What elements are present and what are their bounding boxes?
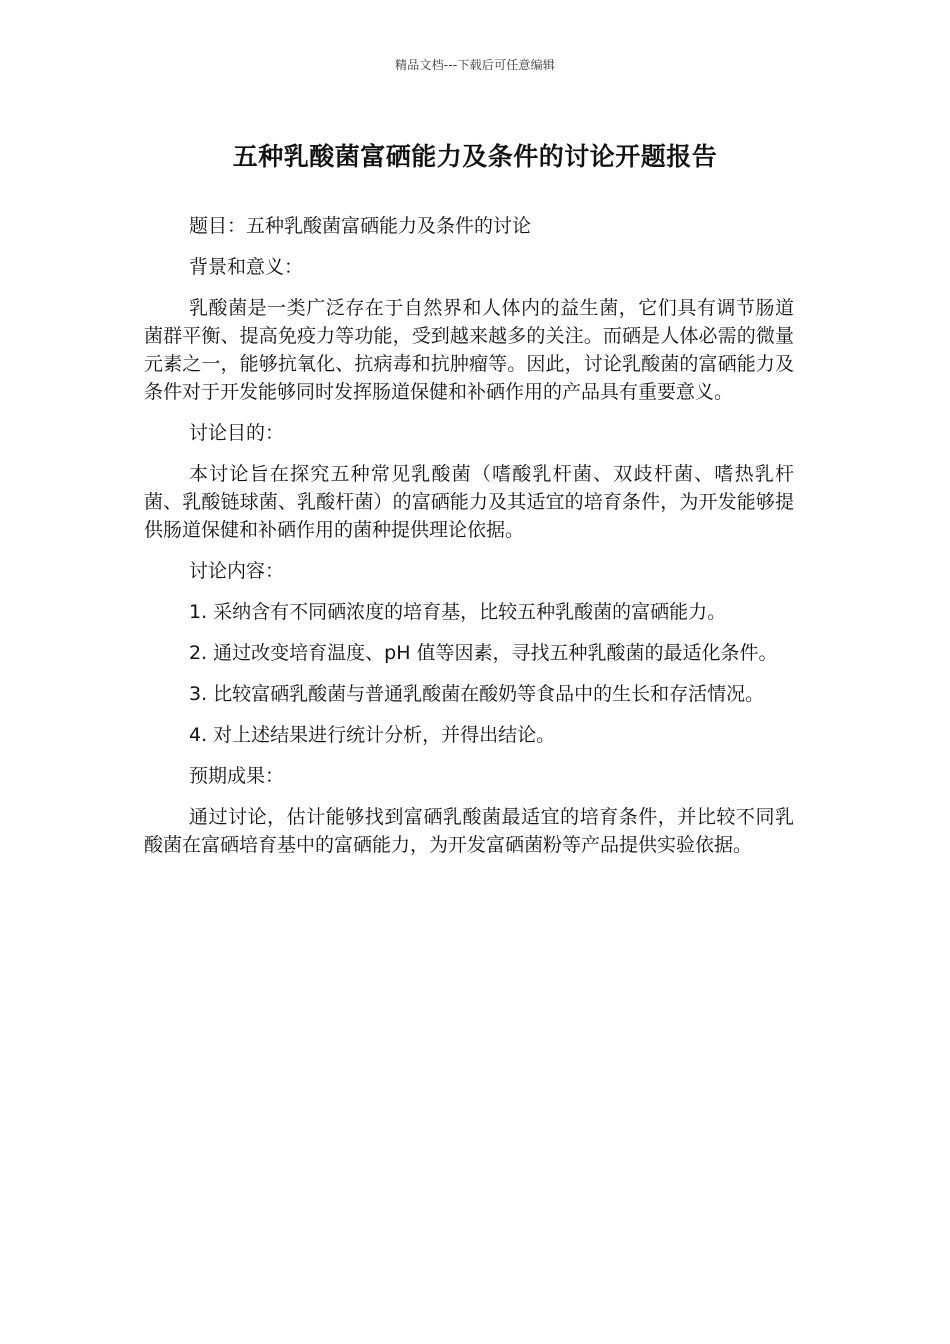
content-item-2: 2. 通过改变培育温度、pH 值等因素，寻找五种乳酸菌的最适化条件。 [189,642,778,664]
purpose-heading: 讨论目的： [189,422,285,444]
header-note: 精品文档---下载后可任意编辑 [395,58,555,72]
content-item-3: 3. 比较富硒乳酸菌与普通乳酸菌在酸奶等食品中的生长和存活情况。 [189,683,765,705]
topic-line: 题目：五种乳酸菌富硒能力及条件的讨论 [189,215,532,237]
purpose-paragraph: 本讨论旨在探究五种常见乳酸菌（嗜酸乳杆菌、双歧杆菌、嗜热乳杆菌、乳酸链球菌、乳酸杆菌）的富硒能力及其适宜的培育条件，为开发能够提供肠道保健和补硒作用的菌种提供理论依据。 [144,463,794,541]
background-paragraph: 乳酸菌是一类广泛存在于自然界和人体内的益生菌，它们具有调节肠道菌群平衡、提高免疫力等功能，受到越来越多的关注。而硒是人体必需的微量元素之一，能够抗氧化、抗病毒和抗肿瘤等。因此，讨论乳酸菌的富硒能力及条件对于开发能够同时发挥肠道保健和补硒作用的产品具有重要意义。 [144,297,794,403]
outcome-heading: 预期成果： [189,765,285,787]
content-heading: 讨论内容： [189,560,285,582]
outcome-paragraph: 通过讨论，估计能够找到富硒乳酸菌最适宜的培育条件，并比较不同乳酸菌在富硒培育基中的富硒能力，为开发富硒菌粉等产品提供实验依据。 [144,806,794,856]
content-item-1: 1. 采纳含有不同硒浓度的培育基，比较五种乳酸菌的富硒能力。 [189,601,727,623]
content-item-4: 4. 对上述结果进行统计分析，并得出结论。 [189,724,556,746]
background-heading: 背景和意义： [189,256,304,278]
document-body [144,212,794,872]
document-title: 五种乳酸菌富硒能力及条件的讨论开题报告 [232,142,718,171]
